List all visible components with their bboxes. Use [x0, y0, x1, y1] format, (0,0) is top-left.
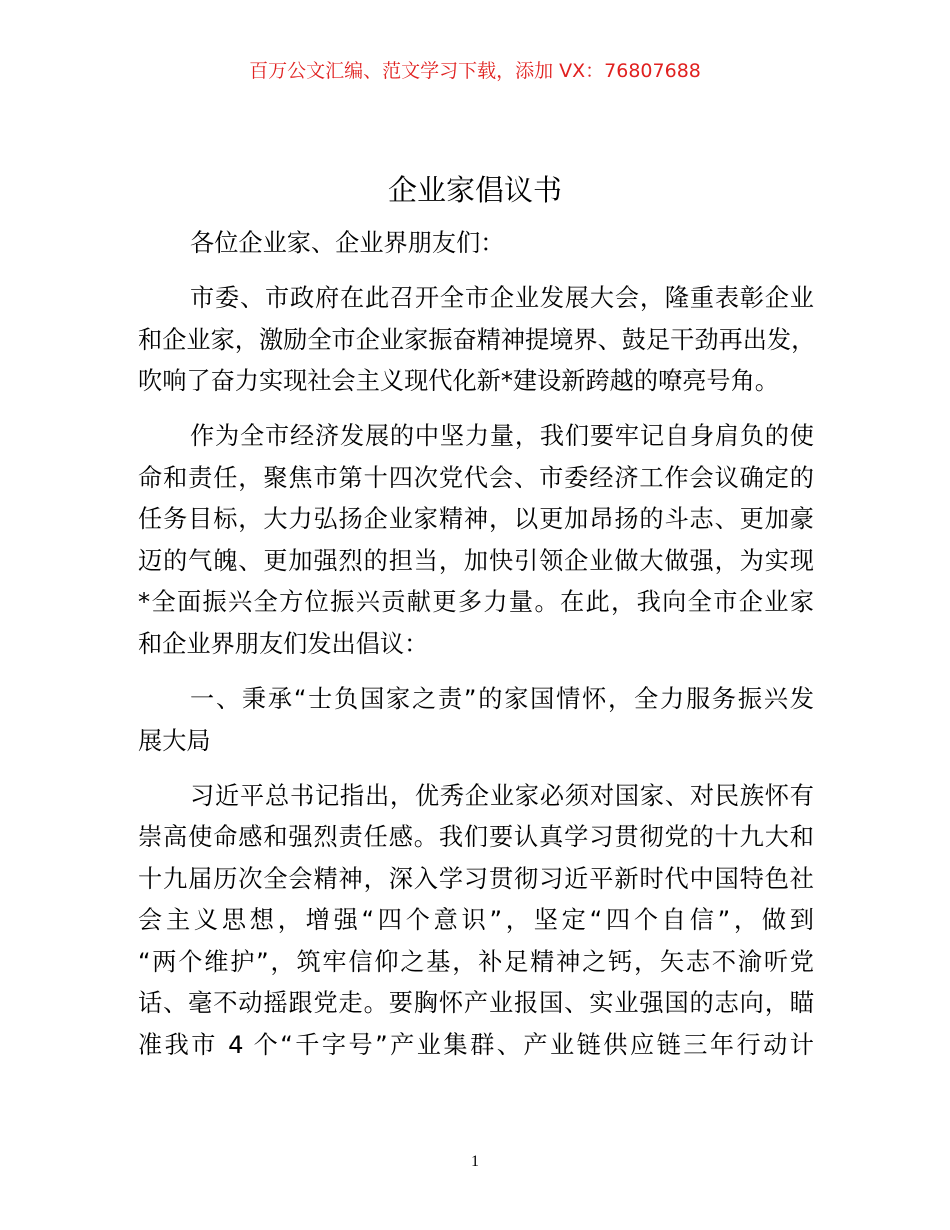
body-line: 迈的气魄、更加强烈的担当，加快引领企业做大做强，为实现 [138, 547, 814, 575]
body-line: 任务目标，大力弘扬企业家精神，以更加昂扬的斗志、更加豪 [138, 505, 814, 533]
body-line: 准我市 4 个“千字号”产业集群、产业链供应链三年行动计 [138, 1031, 814, 1059]
body-line: 习近平总书记指出，优秀企业家必须对国家、对民族怀有 [190, 782, 814, 810]
watermark-header: 百万公文汇编、范文学习下载，添加 VX：76807688 [249, 60, 701, 82]
body-line: 展大局 [138, 727, 211, 755]
body-line: 作为全市经济发展的中坚力量，我们要牢记自身肩负的使 [190, 422, 814, 450]
body-line: *全面振兴全方位振兴贡献更多力量。在此，我向全市企业家 [138, 588, 814, 616]
body-line: 一、秉承“士负国家之责”的家国情怀，全力服务振兴发 [190, 685, 814, 713]
body-line: 和企业家，激励全市企业家振奋精神提境界、鼓足干劲再出发， [138, 326, 816, 354]
body-line: 崇高使命感和强烈责任感。我们要认真学习贯彻党的十九大和 [138, 823, 814, 851]
body-line: 吹响了奋力实现社会主义现代化新*建设新跨越的嘹亮号角。 [138, 367, 779, 395]
page-number: 1 [471, 1153, 479, 1170]
body-line: 话、毫不动摇跟党走。要胸怀产业报国、实业强国的志向，瞄 [138, 989, 814, 1017]
body-line: 各位企业家、企业界朋友们： [190, 229, 505, 257]
body-line: 会主义思想，增强“四个意识”，坚定“四个自信”，做到 [138, 906, 814, 934]
body-line: 十九届历次全会精神，深入学习贯彻习近平新时代中国特色社 [138, 865, 814, 893]
body-line: 和企业界朋友们发出倡议： [138, 630, 429, 658]
body-line: 命和责任，聚焦市第十四次党代会、市委经济工作会议确定的 [138, 464, 814, 492]
document-title: 企业家倡议书 [387, 173, 562, 207]
body-line: “两个维护”，筑牢信仰之基，补足精神之钙，矢志不渝听党 [138, 948, 814, 976]
body-line: 市委、市政府在此召开全市企业发展大会，隆重表彰企业 [190, 284, 814, 312]
